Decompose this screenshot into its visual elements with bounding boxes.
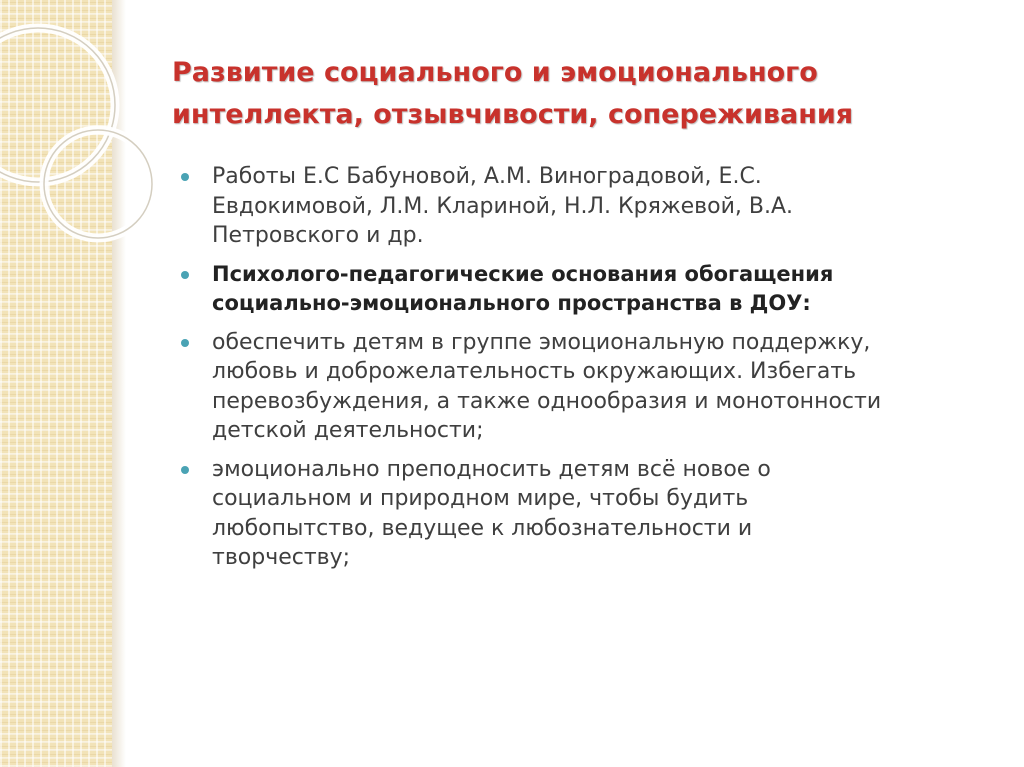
decorative-ring-large bbox=[0, 28, 115, 182]
bullet-line: Евдокимовой, Л.М. Клариной, Н.Л. Кряжевой, В.А. bbox=[212, 193, 794, 219]
bullet-line: творчеству; bbox=[212, 545, 351, 570]
bullet-line: эмоционально преподносить детям всё новое о bbox=[212, 456, 771, 482]
bullet-dot-icon bbox=[181, 339, 189, 347]
bullet-line: Петровского и др. bbox=[212, 223, 424, 248]
bullet-dot-icon bbox=[181, 173, 189, 181]
bullet-list bbox=[180, 162, 1000, 582]
slide-title bbox=[172, 52, 972, 136]
bullet-line: любопытство, ведущее к любознательности и bbox=[212, 515, 753, 541]
bullet-dot-icon bbox=[181, 466, 189, 474]
bullet-line: социально-эмоционального пространства в ДОУ: bbox=[212, 291, 811, 315]
decorative-rings bbox=[0, 0, 200, 330]
bullet-line: обеспечить детям в группе эмоциональную поддержку, bbox=[212, 329, 871, 355]
bullet-line: перевозбуждения, а также однообразия и монотонности bbox=[212, 388, 882, 414]
bullet-line: социальном и природном мире, чтобы будить bbox=[212, 486, 749, 511]
bullet-dot-icon bbox=[181, 271, 189, 279]
bullet-line: Работы Е.С Бабуновой, А.М. Виноградовой, Е.С. bbox=[212, 164, 762, 189]
slide-title-line: Развитие социального и эмоционального bbox=[172, 57, 818, 88]
slide-title-line: интеллекта, отзывчивости, сопереживания bbox=[172, 99, 854, 130]
bullet-line: детской деятельности; bbox=[212, 418, 484, 443]
bullet-item-foundations bbox=[180, 260, 1000, 319]
bullet-line: любовь и доброжелательность окружающих. Избегать bbox=[212, 359, 857, 384]
bullet-item-authors bbox=[180, 162, 1000, 251]
bullet-item-curiosity bbox=[180, 455, 1000, 573]
bullet-line: Психолого-педагогические основания обогащения bbox=[212, 261, 834, 286]
bullet-item-support bbox=[180, 328, 1000, 446]
